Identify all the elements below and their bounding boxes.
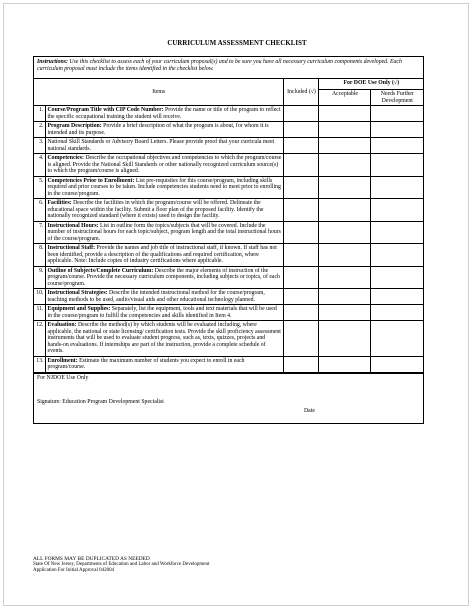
item-text: Provide the name or title of the program to reflect the specific occupational training the student will receive. xyxy=(47,107,281,120)
item-number: 10. xyxy=(34,289,45,305)
date-label[interactable]: Date xyxy=(304,407,315,414)
item-number: 2. xyxy=(34,122,45,138)
included-checkbox-cell[interactable] xyxy=(284,154,319,177)
included-header: Included (√) xyxy=(284,79,319,106)
acceptable-checkbox-cell[interactable] xyxy=(319,305,371,321)
item-description xyxy=(45,356,284,372)
checklist-row xyxy=(34,154,423,177)
needs-further-checkbox-cell[interactable] xyxy=(371,289,423,305)
needs-further-checkbox-cell[interactable] xyxy=(371,221,423,244)
header-row-doe xyxy=(34,79,423,90)
checklist-row xyxy=(34,305,423,321)
item-label: Evaluation: xyxy=(47,322,77,328)
item-description xyxy=(45,221,284,244)
item-text: National Skill Standards or Advisory Board Letters. Please provide proof that your curricula meet national standards. xyxy=(47,139,275,152)
acceptable-header: Acceptable xyxy=(319,90,371,106)
acceptable-checkbox-cell[interactable] xyxy=(319,138,371,154)
njdoe-section xyxy=(34,373,423,423)
included-checkbox-cell[interactable] xyxy=(284,138,319,154)
included-checkbox-cell[interactable] xyxy=(284,221,319,244)
item-number: 12. xyxy=(34,321,45,357)
acceptable-checkbox-cell[interactable] xyxy=(319,154,371,177)
needs-further-checkbox-cell[interactable] xyxy=(371,321,423,357)
included-checkbox-cell[interactable] xyxy=(284,289,319,305)
item-label: Outline of Subjects/Complete Curriculum: xyxy=(47,267,154,274)
item-number: 11. xyxy=(34,305,45,321)
checklist-row xyxy=(34,138,423,154)
item-label: Competencies: xyxy=(47,155,84,161)
item-label: Enrollment: xyxy=(47,357,78,364)
checklist-row xyxy=(34,199,423,222)
acceptable-checkbox-cell[interactable] xyxy=(319,176,371,199)
included-checkbox-cell[interactable] xyxy=(284,244,319,267)
item-label: Competencies Prior to Enrollment: xyxy=(47,177,135,184)
item-number: 9. xyxy=(34,266,45,289)
acceptable-checkbox-cell[interactable] xyxy=(319,122,371,138)
item-description xyxy=(45,154,284,177)
item-text: Describe the intended instructional method for the course/program, teaching methods to be used, audio/visual aids and other educational technology planned. xyxy=(47,290,265,303)
checklist-row xyxy=(34,356,423,372)
item-description xyxy=(45,244,284,267)
needs-further-checkbox-cell[interactable] xyxy=(371,176,423,199)
checklist-row xyxy=(34,289,423,305)
duplication-note: ALL FORMS MAY BE DUPLICATED AS NEEDED xyxy=(33,556,150,562)
acceptable-checkbox-cell[interactable] xyxy=(319,199,371,222)
needs-further-checkbox-cell[interactable] xyxy=(371,199,423,222)
item-number: 5. xyxy=(34,176,45,199)
instructions-text: Use this checklist to assess each of your curriculum proposal(s) and to be sure you have all necessary curriculum components developed. Each curriculum proposal must include the items identified in the checklist below. xyxy=(37,59,402,72)
instructions xyxy=(34,57,423,79)
item-text: List in outline form the topics/subjects that will be covered. Include the number of instructional hours for each topic/subject, program length and the total instructional hours of the course/program. xyxy=(47,222,281,242)
item-label: Facilities: xyxy=(47,200,72,206)
acceptable-checkbox-cell[interactable] xyxy=(319,266,371,289)
included-checkbox-cell[interactable] xyxy=(284,356,319,372)
needs-further-checkbox-cell[interactable] xyxy=(371,305,423,321)
included-checkbox-cell[interactable] xyxy=(284,106,319,122)
acceptable-checkbox-cell[interactable] xyxy=(319,289,371,305)
needs-further-checkbox-cell[interactable] xyxy=(371,266,423,289)
item-text: List pre-requisites for this course/program, including skills required and prior courses to be taken. Include competencies students need to meet prior to enrolling in the course/program. xyxy=(47,177,281,197)
item-label: Equipment and Supplies: xyxy=(47,306,111,312)
included-checkbox-cell[interactable] xyxy=(284,305,319,321)
item-number: 4. xyxy=(34,154,45,177)
item-number: 7. xyxy=(34,221,45,244)
item-number: 3. xyxy=(34,138,45,154)
item-label: Instructional Staff: xyxy=(47,245,96,251)
state-note: State Of New Jersey, Departments of Education and Labor and Workforce Development xyxy=(33,562,210,567)
item-label: Program Description: xyxy=(47,123,102,129)
item-description xyxy=(45,176,284,199)
item-number: 8. xyxy=(34,244,45,267)
item-text: Estimate the maximum number of students you expect to enroll in each program/course. xyxy=(47,357,245,370)
item-number: 1. xyxy=(34,106,45,122)
checklist-table xyxy=(34,79,423,373)
item-description xyxy=(45,122,284,138)
checklist-row xyxy=(34,221,423,244)
needs-further-checkbox-cell[interactable] xyxy=(371,122,423,138)
item-number: 6. xyxy=(34,199,45,222)
checklist-row xyxy=(34,106,423,122)
item-text: Provide a brief description of what the program is about, for whom it is intended and its purpose. xyxy=(47,123,269,136)
acceptable-checkbox-cell[interactable] xyxy=(319,221,371,244)
checklist-row xyxy=(34,176,423,199)
included-checkbox-cell[interactable] xyxy=(284,266,319,289)
included-checkbox-cell[interactable] xyxy=(284,176,319,199)
item-description xyxy=(45,106,284,122)
needs-further-checkbox-cell[interactable] xyxy=(371,356,423,372)
checklist-row xyxy=(34,122,423,138)
checklist-row xyxy=(34,321,423,357)
item-text: Separately, list the equipment, tools and text materials that will be used in the course/program to fulfill the competencies and skills identified in Item 4. xyxy=(47,306,277,319)
checklist-row xyxy=(34,244,423,267)
item-text: Provide the names and job title of instructional staff, if known. If staff has not been identified, provide a description of the qualifications and required certification, where applicable. Note: Include copies of industry certifications where applicable. xyxy=(47,245,277,264)
njdoe-label: For NJDOE Use Only xyxy=(37,374,89,381)
acceptable-checkbox-cell[interactable] xyxy=(319,356,371,372)
items-header: Items xyxy=(34,79,284,106)
checklist-row xyxy=(34,266,423,289)
item-description xyxy=(45,199,284,222)
item-description xyxy=(45,305,284,321)
checklist-box xyxy=(33,56,424,424)
item-description xyxy=(45,289,284,305)
item-text: Describe the major elements of instruction of the program/course. Provide the necessary curriculum components, including subjects or topics, of each course/program. xyxy=(47,267,280,287)
doe-use-only-header: For DOE Use Only (√) xyxy=(319,79,423,90)
included-checkbox-cell[interactable] xyxy=(284,122,319,138)
needs-further-checkbox-cell[interactable] xyxy=(371,138,423,154)
needs-further-checkbox-cell[interactable] xyxy=(371,106,423,122)
needs-further-checkbox-cell[interactable] xyxy=(371,154,423,177)
needs-further-header: Needs Further Development xyxy=(371,90,423,106)
form-version-note: Application For Initial Approval 042004 xyxy=(33,568,115,573)
form-notes xyxy=(33,556,209,574)
item-text: Describe the facilities in which the program/course will be offered. Delineate the educational space within the facility. Submit a floor plan of the proposed facility. Identify the nationally recognized standard (where it exists) used to design the facility. xyxy=(47,200,264,219)
needs-further-checkbox-cell[interactable] xyxy=(371,244,423,267)
item-number: 13. xyxy=(34,356,45,372)
item-text: Describe the method(s) by which students will be evaluated including, where applicable, the national or state licensing/ certification tests. Provide the skill proficiency assessment instruments that will be used to evaluate student progress, such as, texts, quizzes, projects and hands-on evaluations. If internships are part of the instruction, provide a complete schedule of events. xyxy=(47,322,281,354)
item-description xyxy=(45,266,284,289)
item-text: Describe the occupational objectives and competencies to which the program/course is aligned. Provide the National Skill Standards or other nationally recognized curriculum source(s) to which the program/course is aligned. xyxy=(47,155,282,174)
item-description xyxy=(45,321,284,357)
signature-line[interactable]: Signature: Education Program Development Specialist xyxy=(37,398,164,405)
item-label: Instructional Hours: xyxy=(47,222,99,229)
acceptable-checkbox-cell[interactable] xyxy=(319,321,371,357)
included-checkbox-cell[interactable] xyxy=(284,199,319,222)
acceptable-checkbox-cell[interactable] xyxy=(319,244,371,267)
item-description xyxy=(45,138,284,154)
acceptable-checkbox-cell[interactable] xyxy=(319,106,371,122)
item-label: Instructional Strategies: xyxy=(47,290,108,296)
included-checkbox-cell[interactable] xyxy=(284,321,319,357)
item-label: Course/Program Title with CIP Code Number: xyxy=(47,107,164,113)
instructions-label: Instructions: xyxy=(37,59,68,65)
page-title: CURRICULUM ASSESSMENT CHECKLIST xyxy=(167,40,307,47)
